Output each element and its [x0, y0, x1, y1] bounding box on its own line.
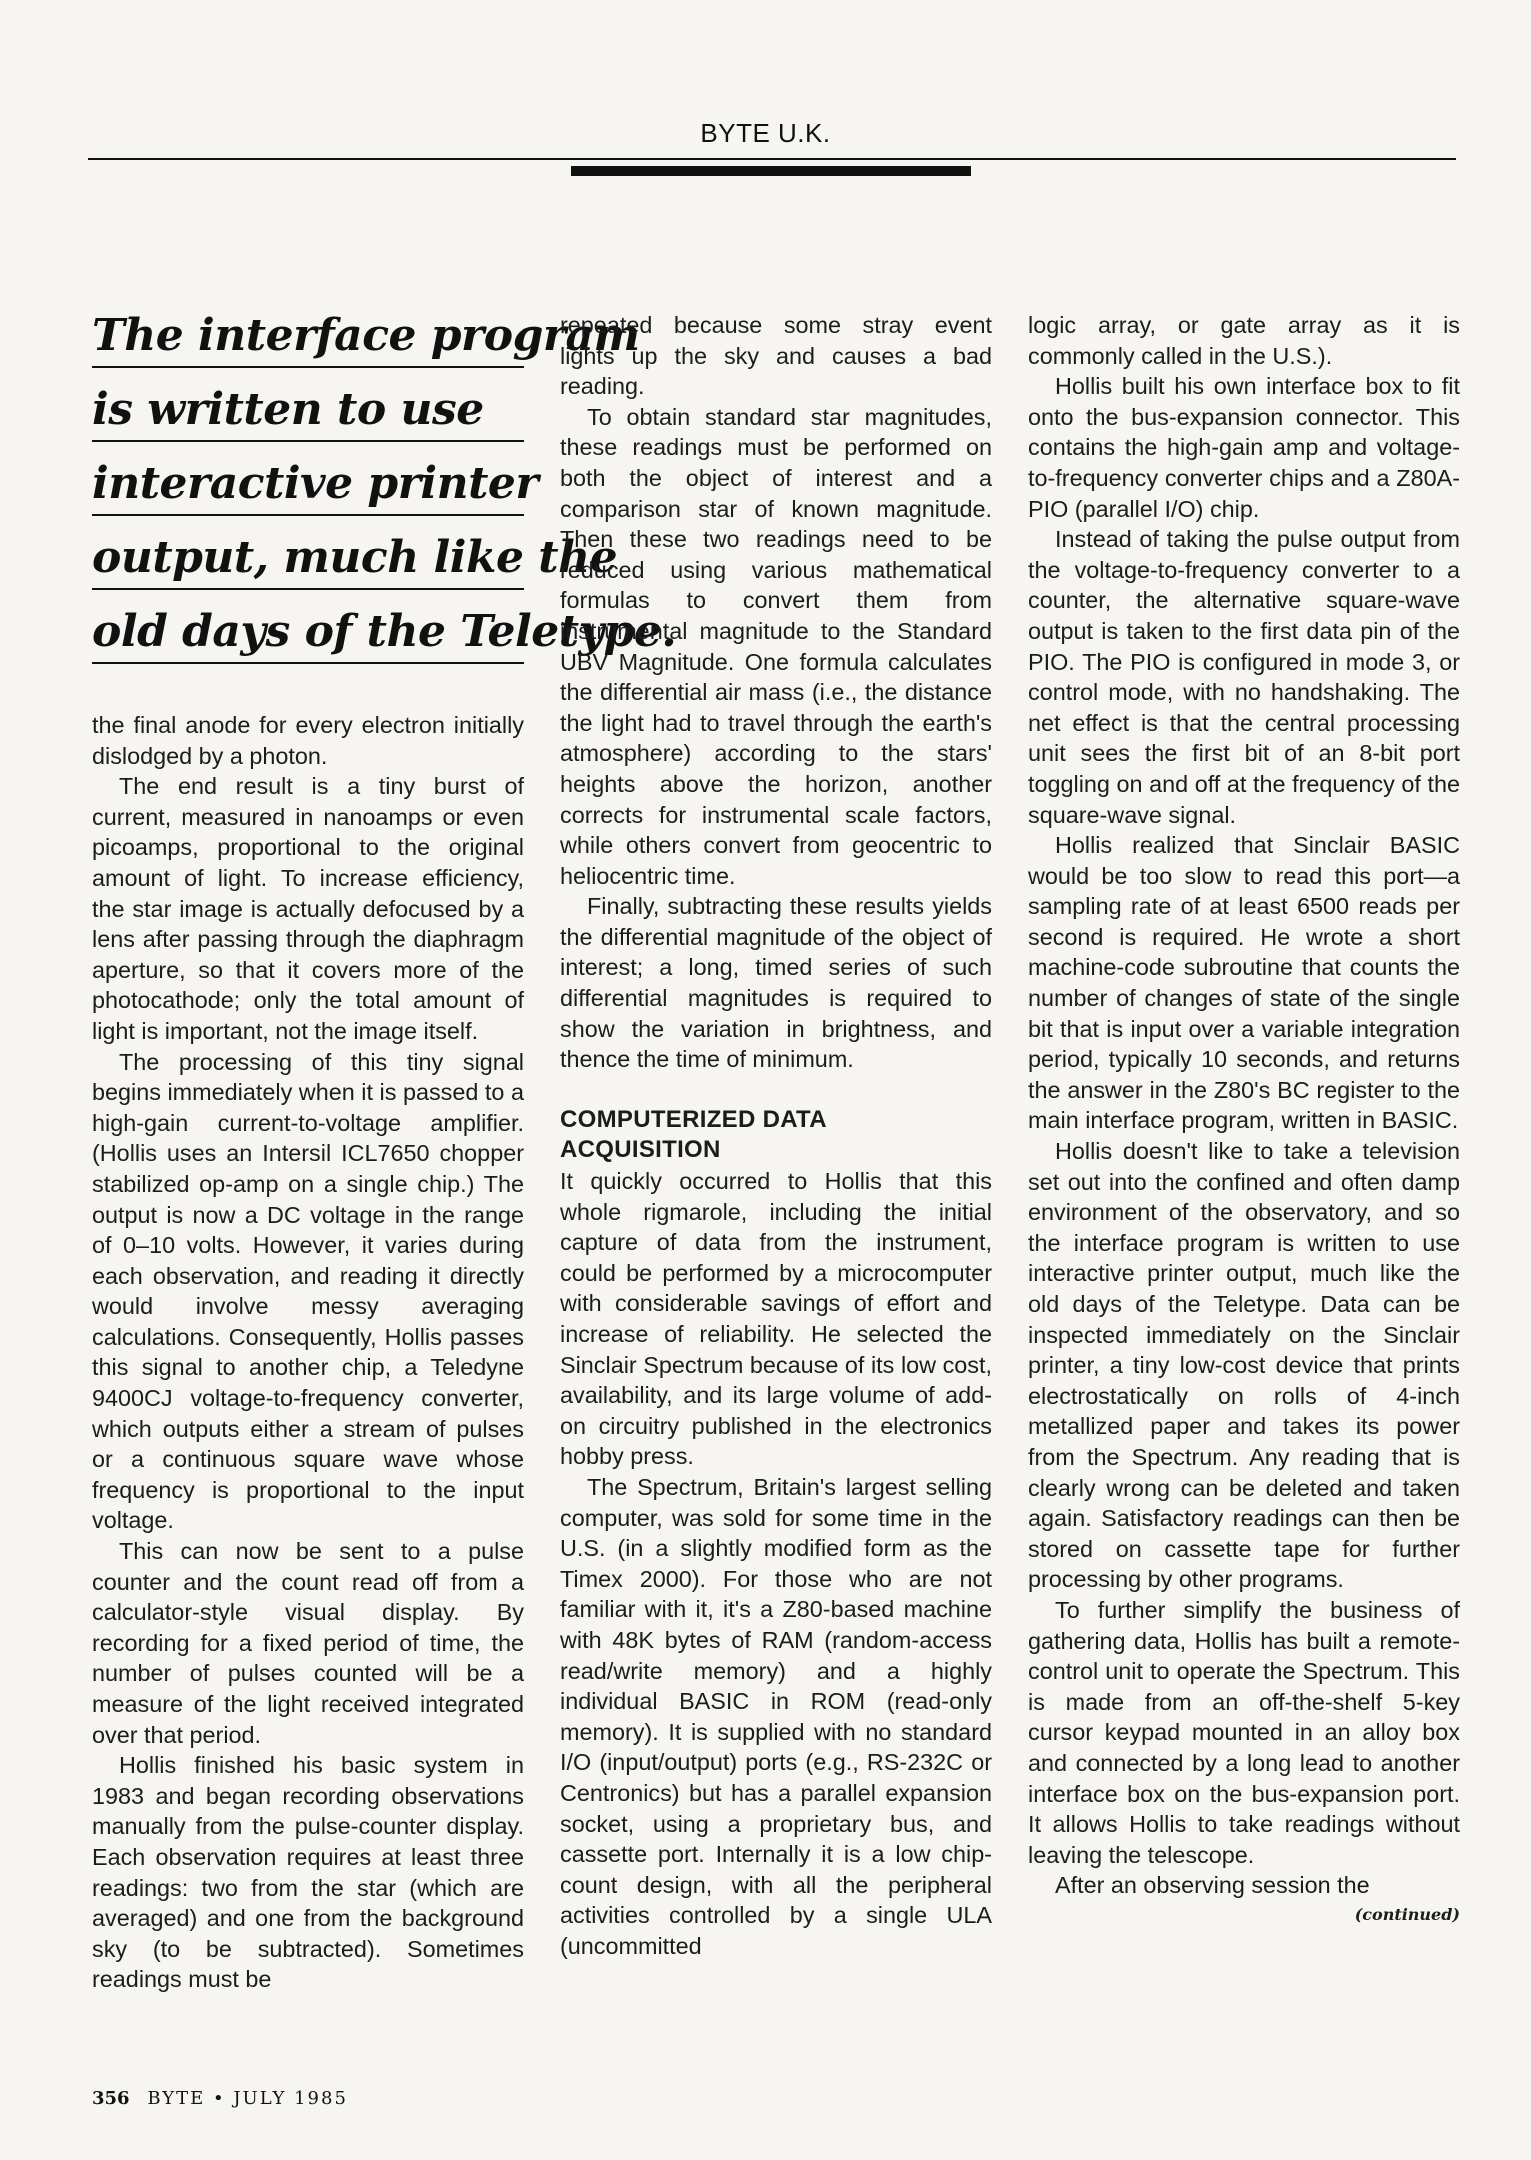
paragraph: The end result is a tiny burst of current, measured in nanoamps or even picoamps, proportional to the original amount of light. To increase efficiency, the star image is actually defocused by a lens after passing through the diaphragm aperture, so that it covers more of the photocathode; only the total amount of light is important, not the image itself.	[92, 773, 524, 1044]
paragraph: The processing of this tiny signal begins immediately when it is passed to a high-gain current-to-voltage amplifier. (Hollis uses an Intersil ICL7650 chopper stabilized op-amp on a single chip.) The output is now a DC voltage in the range of 0–10 volts. However, it varies during each observation, and reading it directly would involve messy averaging calculations. Consequently, Hollis passes this signal to another chip, a Teledyne 9400CJ voltage-to-frequency converter, which outputs either a stream of pulses or a continuous square wave whose frequency is proportional to the input voltage.	[92, 1048, 524, 1534]
pull-quote-line: old days of the Teletype.	[92, 602, 524, 664]
paragraph: To obtain standard star magnitudes, these readings must be performed on both the object of interest and a comparison star of known magnitude. Then these two readings need to be reduced using various mathematical formulas to convert them from instrumental magnitude to the Standard UBV Magnitude. One formula calculates the differential air mass (i.e., the distance the light had to travel through the earth's atmosphere) according to the stars' heights above the horizon, another corrects for instrumental scale factors, while others convert from geocentric to heliocentric time.	[560, 403, 992, 889]
paragraph: Hollis finished his basic system in 1983 and began recording observations manually from the pulse-counter display. Each observation requires at least three readings: two from the star (which are averaged) and one from the background sky (to be subtracted). Sometimes readings must be	[92, 1752, 524, 1993]
header-rule	[88, 158, 1456, 160]
subheading-line: COMPUTERIZED DATA	[560, 1105, 827, 1133]
paragraph: To further simplify the business of gathering data, Hollis has built a remote-control unit to operate the Spectrum. This is made from an off-the-shelf 5-key cursor keypad mounted in an alloy box and connected by a long lead to another interface box on the bus-expansion port. It allows Hollis to take readings without leaving the telescope.	[1028, 1596, 1460, 1868]
paragraph: It quickly occurred to Hollis that this whole rigmarole, including the initial capture of data from the instrument, could be performed by a microcomputer with considerable savings of effort and increase of reliability. He selected the Sinclair Spectrum because of its low cost, availability, and its large volume of add-on circuitry published in the electronics hobby press.	[560, 1168, 992, 1470]
paragraph: The Spectrum, Britain's largest selling computer, was sold for some time in the U.S. (in a slightly modified form as the Timex 2000). For those who are not familiar with it, it's a Z80-based machine with 48K bytes of RAM (random-access read/write memory) and a highly individual BASIC in ROM (read-only memory). It is supplied with no standard I/O (input/output) ports (e.g., RS-232C or Centronics) but has a parallel expansion socket, using a proprietary bus, and cassette port. Internally it is a low chip-count design, with all the peripheral activities controlled by a single ULA (uncommitted	[560, 1473, 992, 1959]
text-column-1	[92, 710, 524, 1995]
text-column-2	[560, 310, 992, 1961]
subheading-line: ACQUISITION	[560, 1136, 721, 1164]
folio-text: BYTE • JULY 1985	[147, 2088, 348, 2109]
section-header: BYTE U.K.	[700, 118, 831, 148]
paragraph: logic array, or gate array as it is commonly called in the U.S.).	[1028, 312, 1460, 369]
continued-label: (continued)	[1354, 1904, 1460, 1924]
paragraph: After an observing session the	[1055, 1872, 1370, 1899]
paragraph: Hollis realized that Sinclair BASIC would be too slow to read this port—a sampling rate of at least 6500 reads per second is required. He wrote a short machine-code subroutine that counts the number of changes of state of the single bit that is input over a variable integration period, typically 10 seconds, and returns the answer in the Z80's BC register to the main interface program, written in BASIC.	[1028, 832, 1460, 1134]
paragraph: Instead of taking the pulse output from the voltage-to-frequency converter to a counter, the alternative square-wave output is taken to the first data pin of the PIO. The PIO is configured in mode 3, or control mode, with no handshaking. The net effect is that the central processing unit sees the first bit of an 8-bit port toggling on and off at the frequency of the square-wave signal.	[1028, 526, 1460, 828]
pull-quote	[92, 306, 677, 676]
paragraph: Hollis built his own interface box to fit onto the bus-expansion connector. This contains the high-gain amp and voltage-to-frequency converter chips and a Z80A-PIO (parallel I/O) chip.	[1028, 373, 1460, 522]
paragraph: the final anode for every electron initially dislodged by a photon.	[92, 712, 524, 769]
paragraph: Hollis doesn't like to take a television set out into the confined and often damp environment of the observatory, and so the interface program is written to use interactive printer output, much like the old days of the Teletype. Data can be inspected immediately on the Sinclair printer, a tiny low-cost device that prints electrostatically on rolls of 4-inch metallized paper and takes its power from the Spectrum. Any reading that is clearly wrong can be deleted and taken again. Satisfactory readings can then be stored on cassette tape for further processing by other programs.	[1028, 1138, 1460, 1593]
pull-quote-line: interactive printer	[92, 454, 524, 516]
paragraph: repeated because some stray event lights up the sky and causes a bad reading.	[560, 312, 992, 400]
pull-quote-line: The interface program	[92, 306, 524, 368]
pull-quote-line: is written to use	[92, 380, 524, 442]
page-number: 356	[92, 2088, 130, 2109]
subheading	[560, 1105, 992, 1166]
pull-quote-line: output, much like the	[92, 528, 524, 590]
text-column-3	[1028, 310, 1460, 1927]
paragraph: This can now be sent to a pulse counter and the count read off from a calculator-style visual display. By recording for a fixed period of time, the number of pulses counted will be a measure of the light received integrated over that period.	[92, 1538, 524, 1748]
page-footer	[92, 2088, 348, 2109]
paragraph: Finally, subtracting these results yields the differential magnitude of the object of interest; a long, timed series of such differential magnitudes is required to show the variation in brightness, and thence the time of minimum.	[560, 893, 992, 1073]
header-bar	[571, 166, 971, 176]
